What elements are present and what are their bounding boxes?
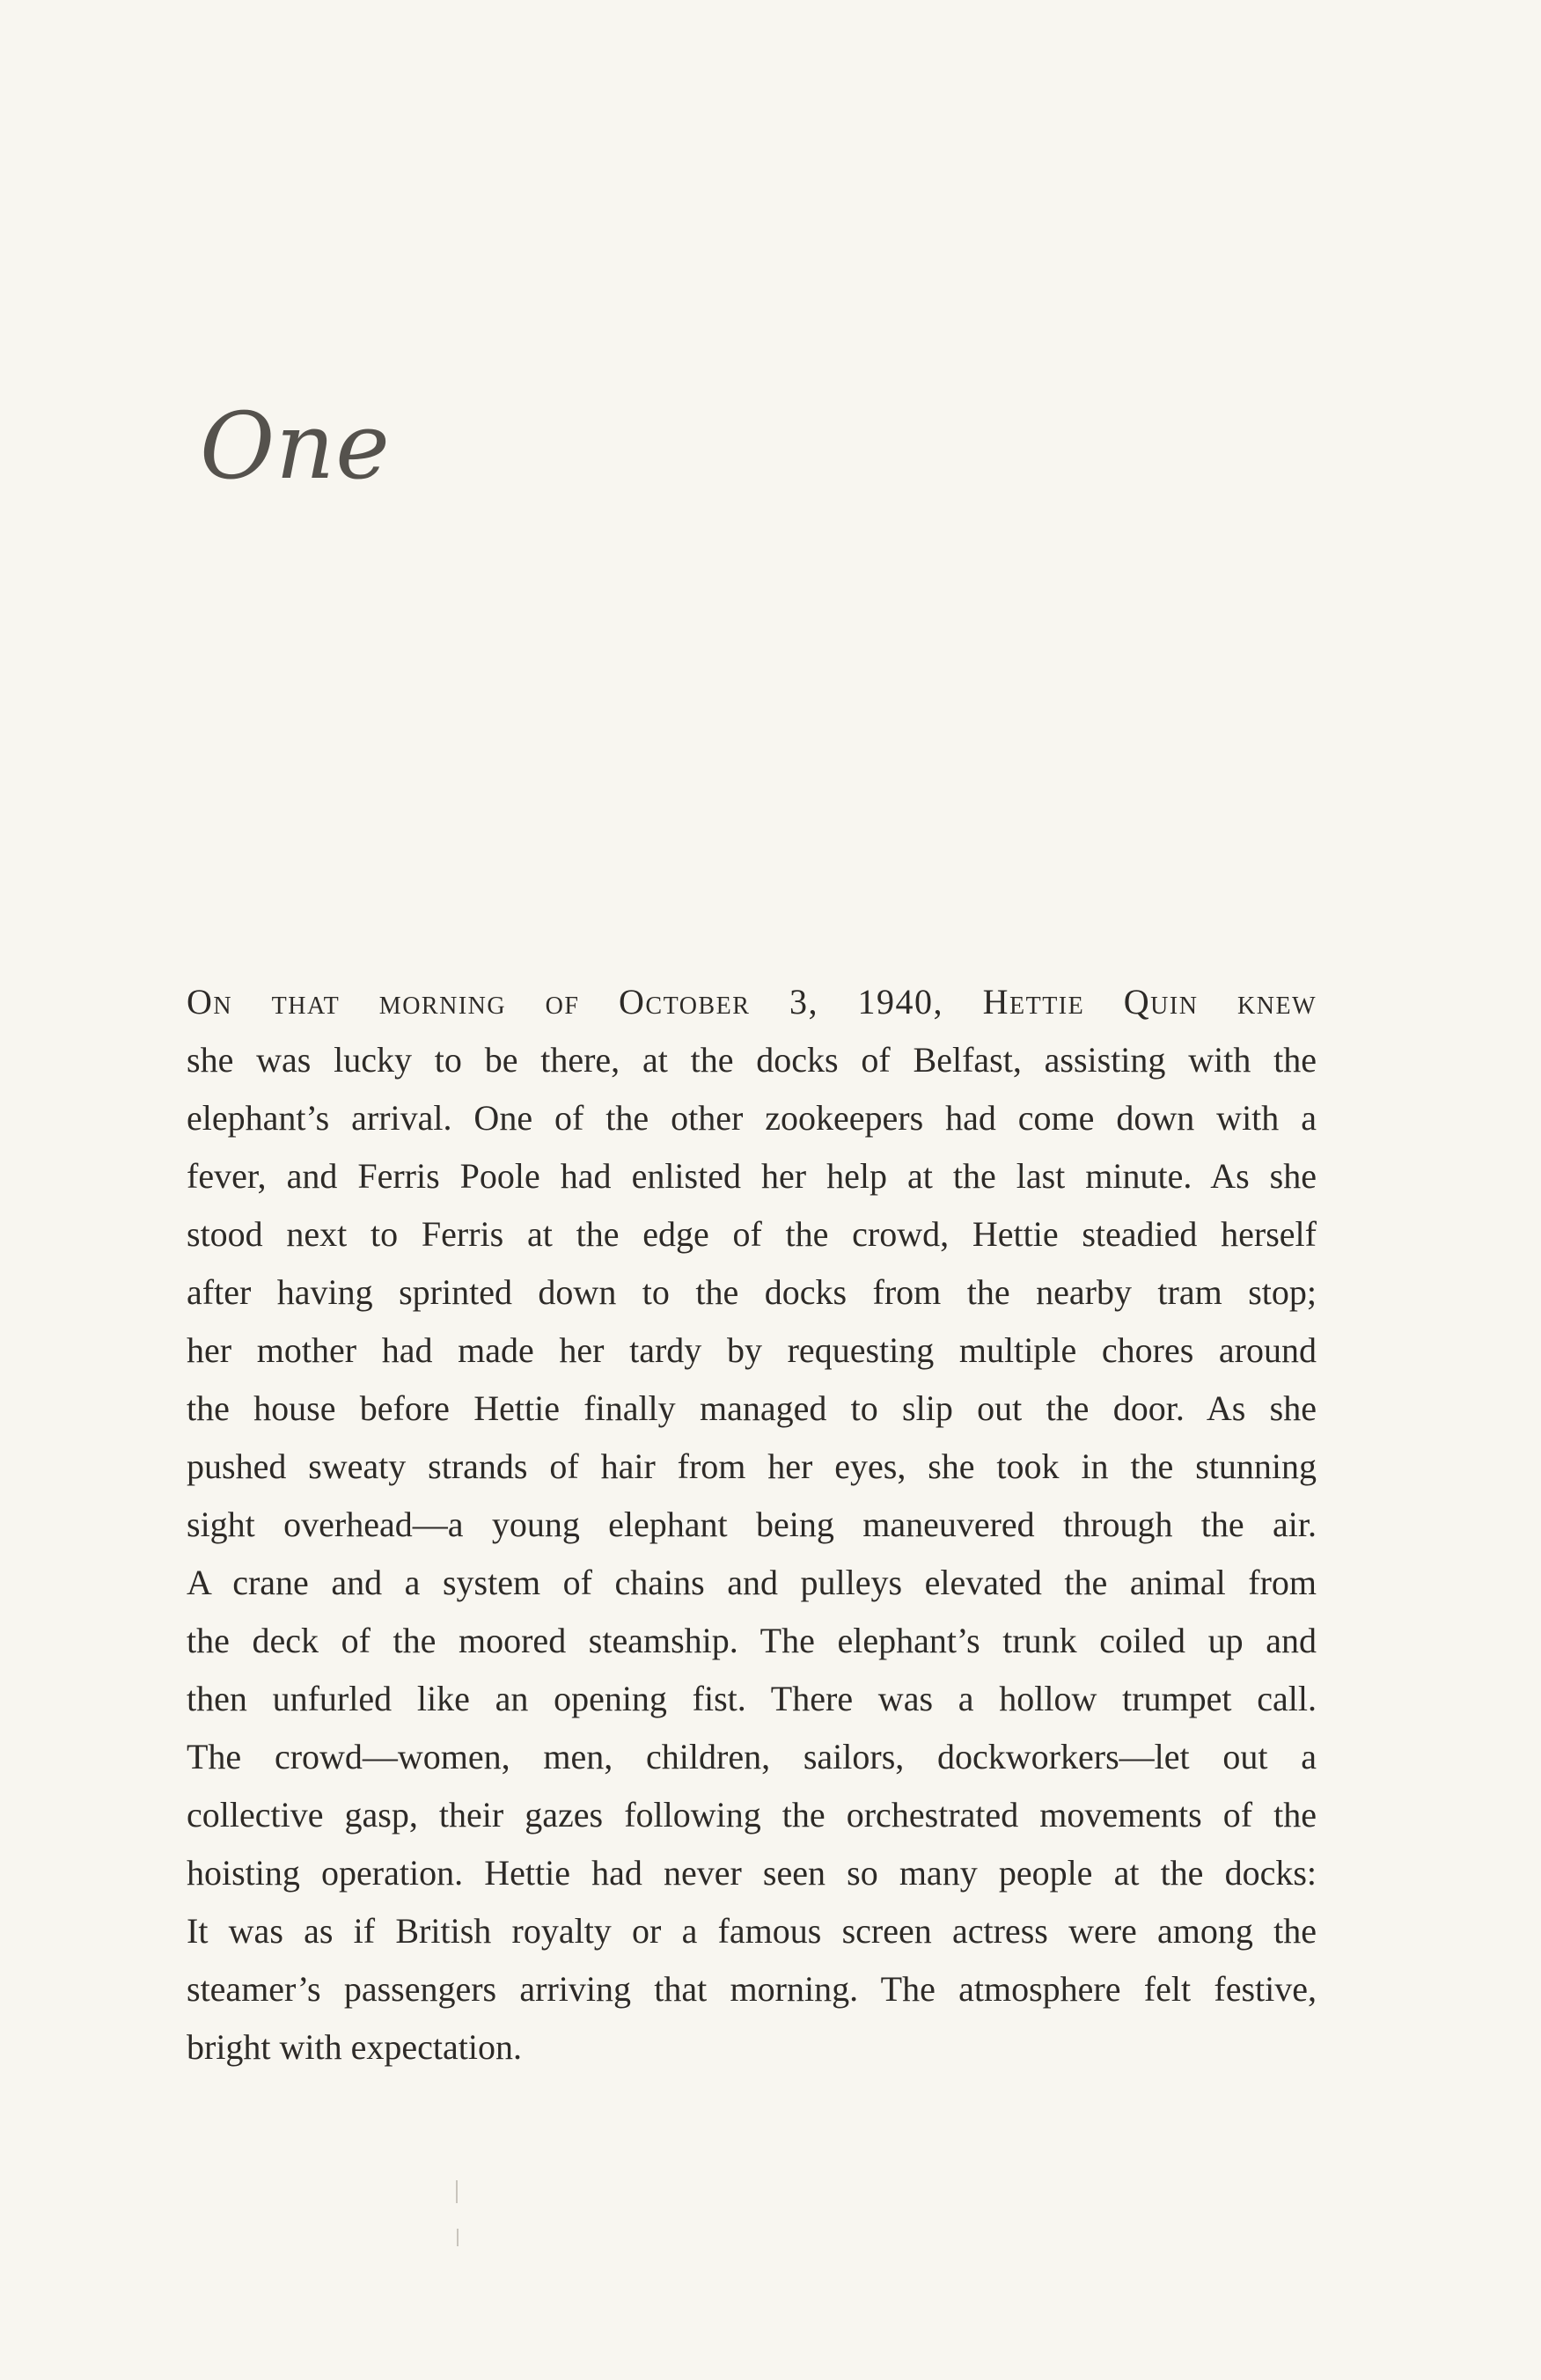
- text-line: her mother had made her tardy by requesting multiple chores around: [187, 1330, 1317, 1370]
- text-line: collective gasp, their gazes following the orchestrated movements of the: [187, 1795, 1317, 1834]
- text-line: pushed sweaty strands of hair from her eyes, she took in the stunning: [187, 1446, 1317, 1486]
- text-line: steamer’s passengers arriving that morning. The atmosphere felt festive,: [187, 1969, 1317, 2009]
- text-line: The crowd—women, men, children, sailors, dockworkers—let out a: [187, 1737, 1317, 1776]
- scan-mark: [457, 2229, 459, 2246]
- text-line: A crane and a system of chains and pulleys elevated the animal from: [187, 1563, 1317, 1602]
- text-line: then unfurled like an opening fist. There was a hollow trumpet call.: [187, 1679, 1317, 1718]
- opening-line: On that morning of October 3, 1940, Hettie Quin knew: [187, 982, 1317, 1022]
- text-line: fever, and Ferris Poole had enlisted her help at the last minute. As she: [187, 1156, 1317, 1196]
- text-line: after having sprinted down to the docks from the nearby tram stop;: [187, 1272, 1317, 1312]
- text-line: sight overhead—a young elephant being maneuvered through the air.: [187, 1505, 1317, 1544]
- text-line: elephant’s arrival. One of the other zookeepers had come down with a: [187, 1098, 1317, 1138]
- chapter-title: One: [200, 392, 391, 500]
- text-line-last: bright with expectation.: [187, 2027, 523, 2067]
- scan-mark: [456, 2180, 458, 2203]
- chapter-body-text: [187, 973, 1317, 2076]
- text-line: the deck of the moored steamship. The elephant’s trunk coiled up and: [187, 1621, 1317, 1660]
- text-line: stood next to Ferris at the edge of the crowd, Hettie steadied herself: [187, 1214, 1317, 1254]
- text-line: It was as if British royalty or a famous screen actress were among the: [187, 1911, 1317, 1951]
- text-line: hoisting operation. Hettie had never seen so many people at the docks:: [187, 1853, 1317, 1893]
- text-line: she was lucky to be there, at the docks of Belfast, assisting with the: [187, 1040, 1317, 1080]
- text-line: the house before Hettie finally managed to slip out the door. As she: [187, 1388, 1317, 1428]
